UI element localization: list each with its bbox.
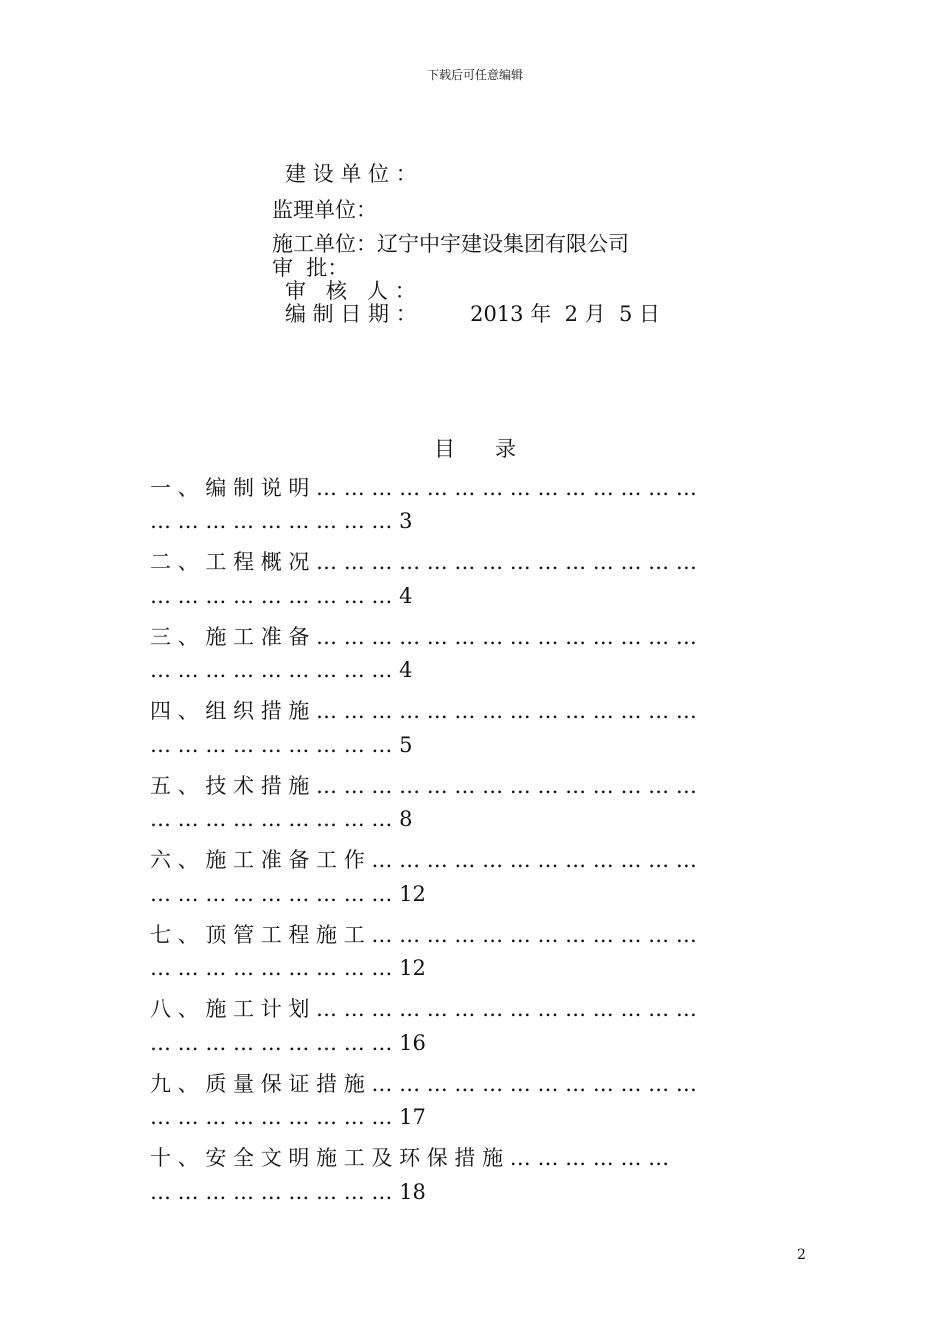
toc-entry-10-page: … … … … … … … … … 18 [150, 1180, 426, 1204]
toc-entry-2-title: 二 、 工 程 概 况 … … … … … … … … … … … … … … [150, 550, 697, 574]
header-note: 下载后可任意编辑 [426, 68, 523, 82]
toc-entry-3-page: … … … … … … … … … 4 [150, 658, 413, 682]
reviewer-label: 审 核 人 ： [285, 279, 416, 303]
construction-unit-label: 建 设 单 位 ： [285, 162, 417, 186]
toc-entry-9-title: 九 、 质 量 保 证 措 施 … … … … … … … … … … … … [150, 1072, 697, 1096]
toc-entry-4-page: … … … … … … … … … 5 [150, 733, 413, 757]
toc-entry-1-page: … … … … … … … … … 3 [150, 509, 413, 533]
toc-entry-10-title: 十 、 安 全 文 明 施 工 及 环 保 措 施 … … … … … … [150, 1146, 670, 1170]
contractor-unit-label: 施工单位：辽宁中宇建设集团有限公司 [272, 232, 629, 256]
toc-entry-7-title: 七 、 顶 管 工 程 施 工 … … … … … … … … … … … … [150, 923, 697, 947]
toc-entry-3-title: 三 、 施 工 准 备 … … … … … … … … … … … … … … [150, 625, 697, 649]
toc-entry-5-title: 五 、 技 术 措 施 … … … … … … … … … … … … … … [150, 774, 697, 798]
toc-entry-8-page: … … … … … … … … … 16 [150, 1031, 426, 1055]
toc-entry-7-page: … … … … … … … … … 12 [150, 956, 426, 980]
toc-entry-6-page: … … … … … … … … … 12 [150, 882, 426, 906]
toc-entry-2-page: … … … … … … … … … 4 [150, 584, 413, 608]
toc-entry-6-title: 六 、 施 工 准 备 工 作 … … … … … … … … … … … … [150, 848, 697, 872]
prepare-date-label: 编 制 日 期 ： 2013 年 2 月 5 日 [285, 302, 660, 326]
supervision-unit-label: 监理单位： [272, 198, 377, 222]
toc-entry-8-title: 八 、 施 工 计 划 … … … … … … … … … … … … … … [150, 997, 697, 1021]
toc-entry-4-title: 四 、 组 织 措 施 … … … … … … … … … … … … … … [150, 699, 697, 723]
toc-entry-9-page: … … … … … … … … … 17 [150, 1105, 426, 1129]
approval-label: 审 批： [272, 256, 349, 280]
toc-entry-5-page: … … … … … … … … … 8 [150, 807, 413, 831]
toc-entry-1-title: 一 、 编 制 说 明 … … … … … … … … … … … … … … [150, 476, 697, 500]
toc-title: 目 录 [433, 437, 517, 461]
page-number: 2 [797, 1247, 806, 1263]
